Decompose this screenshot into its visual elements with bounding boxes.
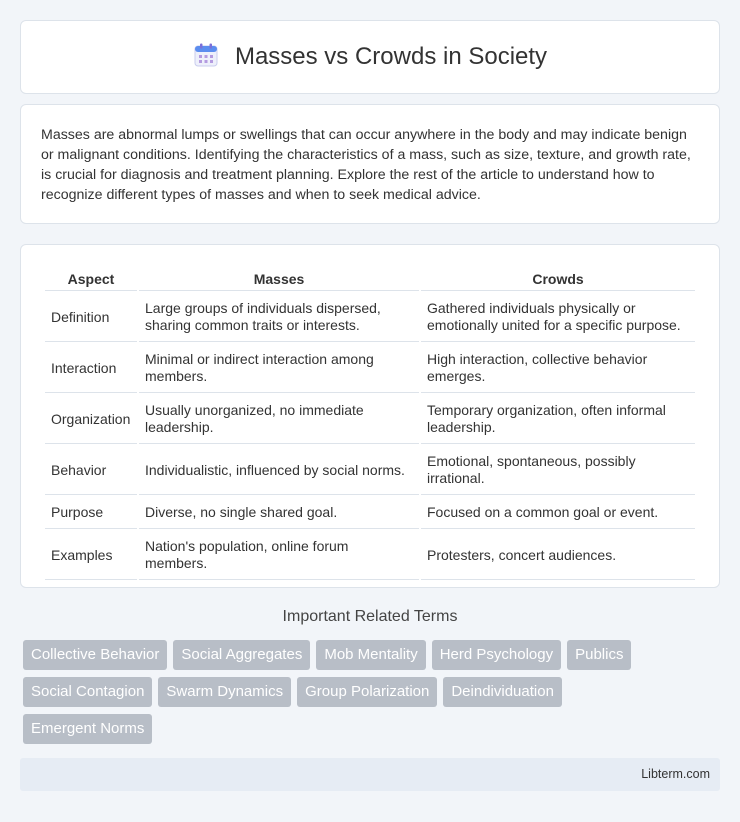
cell-crowds: Temporary organization, often informal leadership. [421, 395, 695, 444]
tag-group-polarization[interactable]: Group Polarization [297, 677, 437, 707]
tag-collective-behavior[interactable]: Collective Behavior [23, 640, 167, 670]
table-row [45, 344, 695, 393]
cell-crowds: Focused on a common goal or event. [421, 497, 695, 529]
table-row [45, 531, 695, 580]
cell-crowds: Emotional, spontaneous, possibly irrational. [421, 446, 695, 495]
header-aspect: Aspect [45, 267, 137, 291]
cell-crowds: Gathered individuals physically or emotionally united for a specific purpose. [421, 293, 695, 342]
footer-site-link[interactable]: Libterm.com [641, 767, 710, 781]
tag-mob-mentality[interactable]: Mob Mentality [316, 640, 425, 670]
related-terms-title: Important Related Terms [282, 608, 458, 625]
cell-crowds: Protesters, concert audiences. [421, 531, 695, 580]
tag-social-contagion[interactable]: Social Contagion [23, 677, 152, 707]
cell-aspect: Definition [45, 293, 137, 342]
tag-swarm-dynamics[interactable]: Swarm Dynamics [158, 677, 291, 707]
cell-masses: Nation's population, online forum members. [139, 531, 419, 580]
header-masses: Masses [139, 267, 419, 291]
cell-masses: Usually unorganized, no immediate leadership. [139, 395, 419, 444]
tag-emergent-norms[interactable]: Emergent Norms [23, 714, 152, 744]
tag-social-aggregates[interactable]: Social Aggregates [173, 640, 310, 670]
cell-masses: Individualistic, influenced by social norms. [139, 446, 419, 495]
intro-text: Masses are abnormal lumps or swellings that can occur anywhere in the body and may indicate benign or malignant conditions. Identifying the characteristics of a mass, such as size, texture, and growth rate, is crucial for diagnosis and treatment planning. Explore the rest of the article to understand how to recognize different types of masses and when to seek medical advice. [41, 127, 691, 203]
footer [20, 758, 720, 791]
cell-aspect: Behavior [45, 446, 137, 495]
table-row [45, 293, 695, 342]
table-row [45, 446, 695, 495]
cell-masses: Diverse, no single shared goal. [139, 497, 419, 529]
tag-herd-psychology[interactable]: Herd Psychology [432, 640, 561, 670]
comparison-table [43, 265, 697, 582]
cell-aspect: Interaction [45, 344, 137, 393]
tag-publics[interactable]: Publics [567, 640, 631, 670]
cell-masses: Minimal or indirect interaction among members. [139, 344, 419, 393]
cell-aspect: Purpose [45, 497, 137, 529]
header-crowds: Crowds [421, 267, 695, 291]
calendar-icon [193, 42, 219, 73]
table-row [45, 497, 695, 529]
cell-crowds: High interaction, collective behavior emerges. [421, 344, 695, 393]
related-terms-list [23, 640, 703, 751]
tag-deindividuation[interactable]: Deindividuation [443, 677, 562, 707]
table-header-row [45, 267, 695, 291]
cell-aspect: Organization [45, 395, 137, 444]
comparison-card [20, 244, 720, 588]
page-title: Masses vs Crowds in Society [234, 43, 548, 70]
intro-card [20, 104, 720, 224]
table-row [45, 395, 695, 444]
header-card [20, 20, 720, 94]
cell-masses: Large groups of individuals dispersed, sharing common traits or interests. [139, 293, 419, 342]
cell-aspect: Examples [45, 531, 137, 580]
